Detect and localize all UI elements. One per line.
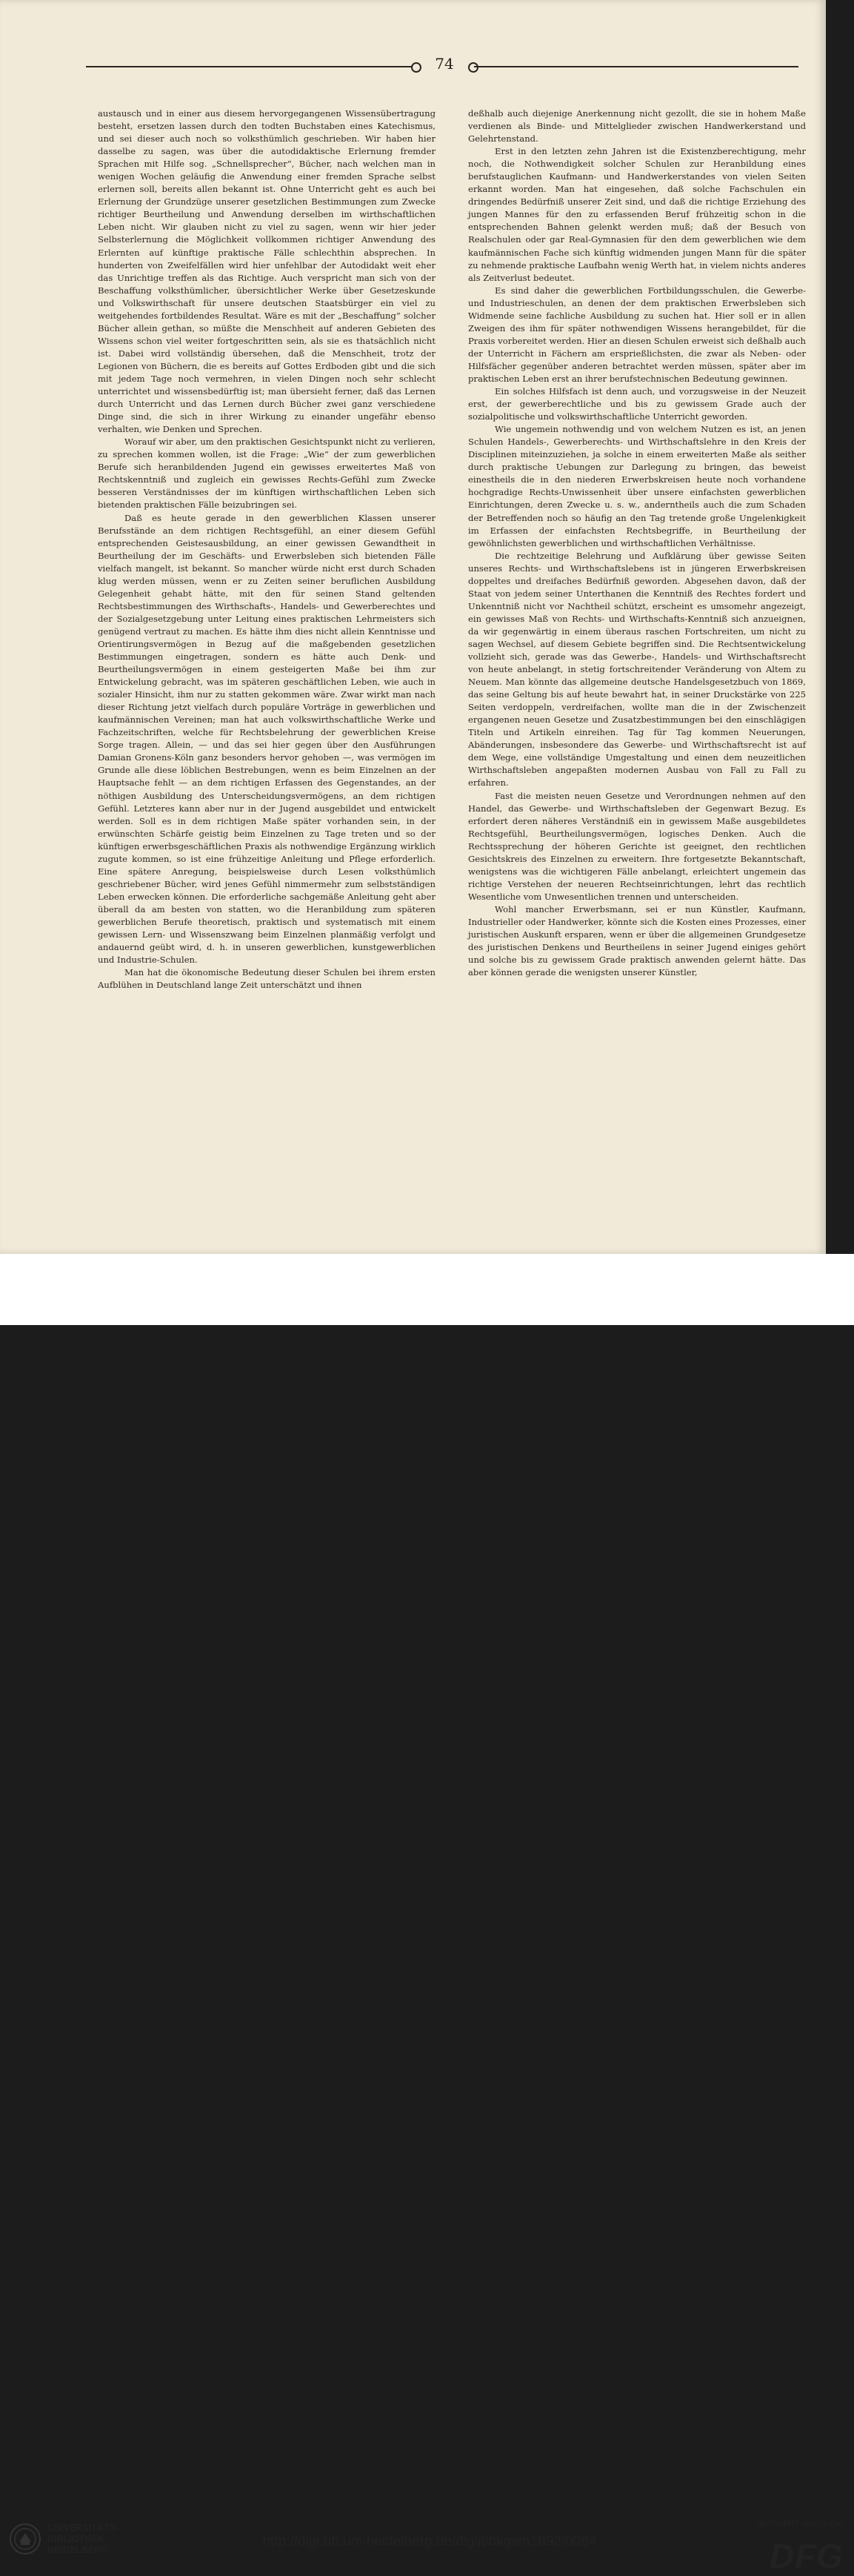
paragraph: Wohl mancher Erwerbsmann, sei er nun Künstler, Kaufmann, Industrieller oder Handwerker, könnte sich die Kosten eines Prozesses, einer juristischen Auskunft ersparen, wenn er über die allgemeinen Grundgesetze des juristischen Denkens und Beurtheilens in seiner Jugend einiges gehört und solche bis zu gewissem Grade praktisch anwenden gelernt hätte. Das aber können gerade die wenigsten unserer Künstler, bbox=[468, 903, 806, 978]
header-ornament-left bbox=[411, 62, 421, 73]
scan-page bbox=[0, 0, 854, 1254]
paragraph: Ein solches Hilfsfach ist denn auch, und vorzugsweise in der Neuzeit erst, der gewerberechtliche und bis zu gewissem Grade auch der sozialpolitische und volkswirthschaftliche Unterricht geworden. bbox=[468, 386, 806, 422]
dfg-logo: DFG bbox=[769, 2537, 844, 2575]
header-rule-right bbox=[474, 66, 798, 67]
paragraph: Man hat die ökonomische Bedeutung dieser Schulen bei ihrem ersten Aufblühen in Deutschland lange Zeit unterschätzt und ihnen bbox=[98, 967, 436, 991]
paragraph: Fast die meisten neuen Gesetze und Verordnungen nehmen auf den Handel, das Gewerbe- und Wirthschaftsleben der Gegenwart Bezug. Es erfordert deren näheres Verständniß ein in gewissem Maße ausgebildetes Rechtsgefühl, Beurtheilungsvermögen, logisches Denken. Auch die Rechtssprechung der höheren Gerichte ist geeignet, den rechtlichen Gesichtskreis des Einzelnen zu erweitern. Ihre fortgesetzte Bekanntschaft, wenigstens was die wichtigeren Fälle anbelangt, erleichtert ungemein das richtige Verstehen der neueren Rechtseinrichtungen, lehrt das rechtlich Wesentliche vom Unwesentlichen trennen und unterscheiden. bbox=[468, 790, 806, 902]
institution-line: UNIVERSITÄTS- bbox=[47, 2523, 119, 2533]
paragraph: Wie ungemein nothwendig und von welchem Nutzen es ist, an jenen Schulen Handels-, Gewerberechts- und Wirthschaftslehre in den Kreis der Disciplinen miteinzuziehen, ja solche in einem erweiterten Maße als seither durch praktische Uebungen zur Darlegung zu bringen, das beweist einestheils die in den niederen Erwerbskreisen heute noch vorhandene hochgradige Rechts-Unwissenheit über unsere einfachsten gewerblichen Einrichtungen, deren Zwecke u. s. w., anderntheils auch die zum Schaden der Betreffenden noch so häufig an den Tag tretende große Ungelenkigkeit im Erfassen der einfachsten Rechtsbegriffe, in Beurtheilung der gewöhnlichsten gewerblichen und wirthschaftlichen Verhältnisse. bbox=[468, 424, 806, 548]
paragraph: deßhalb auch diejenige Anerkennung nicht gezollt, die sie in hohem Maße verdienen als Binde- und Mittelglieder zwischen Handwerkerstand und Gelehrtenstand. bbox=[468, 108, 806, 145]
paragraph: Die rechtzeitige Belehrung und Aufklärung über gewisse Seiten unseres Rechts- und Wirthschaftslebens ist in jüngeren Erwerbskreisen doppeltes und dreifaches Bedürfniß geworden. Abgesehen davon, daß der Staat von jedem seiner Unterthanen die Kenntniß des Rechtes fordert und Unkenntniß nicht vor Nachtheil schützt, erscheint es umsomehr angezeigt, ein gewisses Maß von Rechts- und Wirthschafts-Kenntniß sich anzueignen, da wir gegenwärtig in einem überaus raschen Fortschreiten, um nicht zu sagen Wechsel, auf diesem Gebiete begriffen sind. Die Rechtsentwickelung vollzieht sich, gerade was das Gewerbe-, Handels- und Wirthschaftsrecht von heute anbelangt, in stetig fortschreitender Veränderung von Altem zu Neuem. Man könnte das allgemeine deutsche Handelsgesetzbuch von 1869, das seine Geltung bis auf heute bewahrt hat, in seiner Druckstärke von 225 Seiten verdoppeln, verdreifachen, wollte man die in der Zwischenzeit ergangenen neuen Gesetze und Zusatzbestimmungen bei den einschlägigen Titeln und Artikeln einreihen. Tag für Tag kommen Neuerungen, Abänderungen, insbesondere das Gewerbe- und Wirthschaftsrecht ist auf dem Wege, eine vollständige Umgestaltung und einen dem neuzeitlichen Wirthschaftsleben angepaßten modernen Ausbau von Fall zu Fall zu erfahren. bbox=[468, 550, 806, 789]
paragraph: Daß es heute gerade in den gewerblichen Klassen unserer Berufsstände an dem richtigen Rechtsgefühl, an einer diesem Gefühl entsprechenden Geistesausbildung, an einer gewissen Gewandtheit in Beurtheilung der im Geschäfts- und Erwerbsleben sich bietenden Fälle vielfach mangelt, ist bekannt. So mancher würde nicht erst durch Schaden klug werden müssen, wenn er zu Zeiten seiner beruflichen Ausbildung Gelegenheit gehabt hätte, mit den für seinen Stand geltenden Rechtsbestimmungen des Wirthschafts-, Handels- und Gewerberechtes und der Sozialgesetzgebung unter Leitung eines praktischen Lehrmeisters sich genügend vertraut zu machen. Es hätte ihm dies nicht allein Kenntnisse und Orientirungsvermögen in Bezug auf die maßgebenden gesetzlichen Bestimmungen eingetragen, sondern es hätte auch Denk- und Beurtheilungsvermögen in einem gesteigerten Maße bei ihm zur Entwickelung gebracht, was im späteren geschäftlichen Leben, wie auch in sozialer Hinsicht, ihm nur zu statten gekommen wäre. Zwar wirkt man nach dieser Richtung jetzt vielfach durch populäre Vorträge in gewerblichen und kaufmännischen Vereinen; man hat auch volkswirthschaftliche Werke und Fachzeitschriften, welche für Rechtsbelehrung der gewerblichen Kreise Sorge tragen. Allein, — und das sei hier gegen über den Ausführungen Damian Gronens-Köln ganz besonders hervor gehoben —, was vermögen im Grunde alle diese löblichen Bestrebungen, wenn es beim Einzelnen an der Hauptsache fehlt — an dem richtigen Erfassen des Gegenstandes, an der nöthigen Ausbildung des Unterscheidungsvermögens, an dem richtigen Gefühl. Letzteres kann aber nur in der Jugend ausgebildet und entwickelt werden. Soll es in dem richtigen Maße später vorhanden sein, in der erwünschten Schärfe geistig beim Einzelnen zu Tage treten und so der künftigen erwerbsgeschäftlichen Praxis als nothwendige Ergänzung wirklich zugute kommen, so ist eine frühzeitige Anleitung und Pflege erforderlich. Eine spätere Anregung, beispielsweise durch Lesen volksthümlich geschriebener Bücher, wird jenes Gefühl nimmermehr zum selbstständigen Leben erwecken können. Die erforderliche sachgemäße Anleitung geht aber überall da am besten von statten, wo die Heranbildung zum späteren gewerblichen Berufe theoretisch, praktisch und systematisch mit einem gewissen Lern- und Wissenszwang beim Einzelnen planmäßig verfolgt und andauernd geübt wird, d. h. in unseren gewerblichen, kunstgewerblichen und Industrie-Schulen. bbox=[98, 512, 436, 966]
header-rule-left bbox=[86, 66, 415, 67]
institution-line: BIBLIOTHEK bbox=[47, 2534, 104, 2544]
text-column-left bbox=[98, 107, 436, 992]
page-number: 74 bbox=[435, 55, 454, 73]
institution-line: HEIDELBERG bbox=[47, 2545, 108, 2555]
paper-sheet bbox=[0, 0, 826, 1254]
paragraph: Es sind daher die gewerblichen Fortbildungsschulen, die Gewerbe- und Industrieschulen, an denen der dem praktischen Erwerbsleben sich Widmende seine fachliche Ausbildung zu suchen hat. Hier soll er in allen Zweigen des ihm für später nothwendigen Wissens herangebildet, für die Praxis vorbereitet werden. Hier an diesen Schulen erweist sich deßhalb auch der Unterricht in Fächern am ersprießlichsten, die zwar als Neben- oder Hilfsfächer gegenüber anderen betrachtet werden müssen, später aber im praktischen Leben erst an ihrer berufstechnischen Bedeutung gewinnen. bbox=[468, 285, 806, 384]
university-seal-icon bbox=[9, 2523, 41, 2555]
paragraph: austausch und in einer aus diesem hervorgegangenen Wissensübertragung besteht, ersetzen lassen durch den todten Buchstaben eines Katechismus, und sei dieser auch noch so volksthümlich geschrieben. Wir haben hier dasselbe zu sagen, was über die autodidaktische Erlernung fremder Sprachen mit Hilfe sog. „Schnellsprecher“, Bücher, nach welchen man in wenigen Wochen geläufig die Anwendung einer fremden Sprache selbst erlernen soll, bereits allen bekannt ist. Ohne Unterricht geht es auch bei Erlernung der Grundzüge unserer gesetzlichen Bestimmungen zum Zwecke richtiger Beurtheilung und Anwendung derselben im wirthschaftlichen Leben nicht. Wir glauben nicht zu viel zu sagen, wenn wir hier jeder Selbsterlernung die Möglichkeit vollkommen richtiger Anwendung des Erlernten auf künftige praktische Fälle schlechthin absprechen. In hunderten von Zweifelfällen wird hier unfehlbar der Autodidakt weit eher das Unrichtige treffen als das Richtige. Auch verspricht man sich von der Beschaffung volksthümlicher, übersichtlicher Werke über Gesetzeskunde und Volkswirthschaft für unsere deutschen Staatsbürger ein viel zu weitgehendes fortbildendes Resultat. Wäre es mit der „Beschaffung“ solcher Bücher allein gethan, so müßte die Menschheit auf anderen Gebieten des Wissens schon viel weiter fortgeschritten sein, als sie es thatsächlich nicht ist. Dabei wird vollständig übersehen, daß die Menschheit, trotz der Legionen von Büchern, die es bereits auf Gottes Erdboden gibt und die sich mit jedem Tage noch vermehren, in vielen Dingen noch sehr schlecht unterrichtet und wissensbedürftig ist; man übersieht ferner, daß das Lernen durch Unterricht und das Lernen durch Bücher zwei ganz verschiedene Dinge sind, die sich in ihrer Wirkung zu einander ungefähr ebenso verhalten, wie Denken und Sprechen. bbox=[98, 108, 436, 435]
permalink-url[interactable]: http://digi.ub.uni-heidelberg.de/diglit/bkgvm1892/0084 bbox=[262, 2534, 597, 2549]
paragraph: Erst in den letzten zehn Jahren ist die Existenzberechtigung, mehr noch, die Nothwendigkeit solcher Schulen zur Heranbildung eines berufstauglichen Kaufmann- und Handwerkerstandes von vielen Seiten erkannt worden. Man hat eingesehen, daß solche Fachschulen ein dringendes Bedürfniß unserer Zeit sind, und daß die richtige Erziehung des jungen Mannes für den zu erfassenden Beruf frühzeitig schon in die entsprechenden Bahnen gelenkt werden muß; daß der Besuch von Realschulen oder gar Real-Gymnasien für den dem gewerblichen wie dem kaufmännischen Fache sich künftig widmenden jungen Mann für die später zu nehmende praktische Laufbahn wenig Werth hat, in vielem nichts anderes als Zeitverlust bedeutet. bbox=[468, 146, 806, 283]
text-column-right bbox=[468, 107, 806, 979]
institution-name bbox=[47, 2523, 119, 2556]
viewer-footer bbox=[0, 1254, 854, 2575]
paragraph: Worauf wir aber, um den praktischen Gesichtspunkt nicht zu verlieren, zu sprechen kommen wollen, ist die Frage: „Wie“ der zum gewerblichen Berufe sich heranbildenden Jugend ein gewisses erweitertes Maß von Rechtskenntniß und zugleich ein gewisses Rechts-Gefühl zum Zwecke besseren Verständnisses der im künftigen wirthschaftlichen Leben sich bietenden praktischen Fälle beizubringen sei. bbox=[98, 436, 436, 511]
header-ornament-right bbox=[468, 62, 478, 73]
funding-note: gefördert durch die bbox=[756, 2517, 844, 2529]
